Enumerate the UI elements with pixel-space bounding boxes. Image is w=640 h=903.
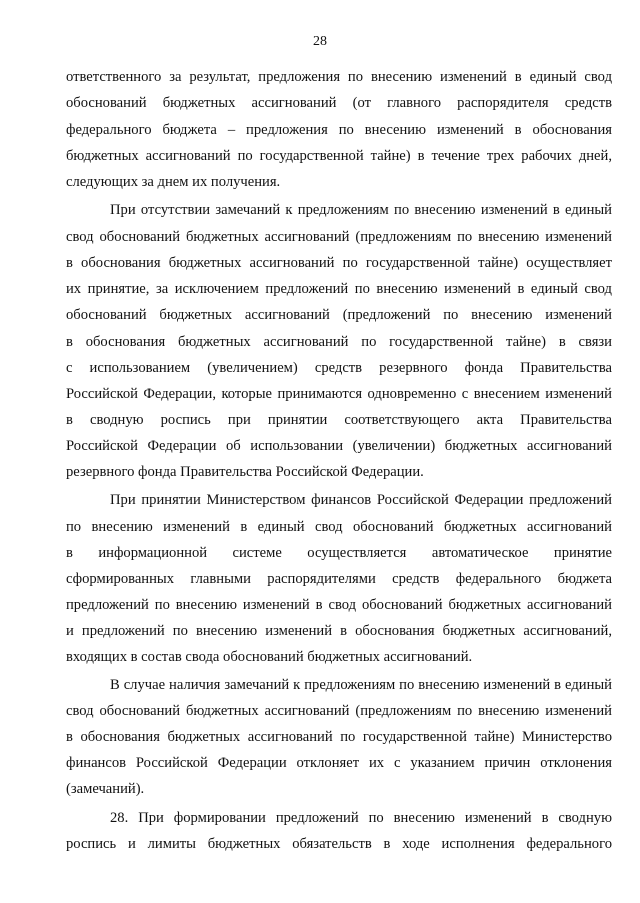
text-line: в обоснования бюджетных ассигнований по государственной тайне) в связи [66,334,612,350]
text-line: При принятии Министерством финансов Российской Федерации предложений [110,492,612,508]
text-line: сформированных главными распорядителями средств федерального бюджета [66,571,612,587]
text-line: При отсутствии замечаний к предложениям по внесению изменений в единый [110,202,612,218]
text-line: в сводную роспись при принятии соответствующего акта Правительства [66,412,612,428]
text-line: 28. При формировании предложений по внесению изменений в сводную [110,810,612,826]
text-line: В случае наличия замечаний к предложениям по внесению изменений в единый [110,677,612,693]
text-line: в обоснования бюджетных ассигнований по государственной тайне) Министерство [66,729,612,745]
text-line: финансов Российской Федерации отклоняет их с указанием причин отклонения [66,755,612,771]
text-line: ответственного за результат, предложения по внесению изменений в единый свод [66,69,612,85]
text-line: роспись и лимиты бюджетных обязательств в ходе исполнения федерального [66,836,612,852]
text-line: резервного фонда Правительства Российской Федерации. [66,464,424,480]
text-line: федерального бюджета – предложения по внесению изменений в обоснования [66,122,612,138]
text-line: их принятие, за исключением предложений по внесению изменений в единый свод [66,281,612,297]
text-line: входящих в состав свода обоснований бюджетных ассигнований. [66,649,473,665]
text-line: (замечаний). [66,781,145,797]
text-line: в обоснования бюджетных ассигнований по государственной тайне) осуществляет [66,255,612,271]
text-line: и предложений по внесению изменений в обоснования бюджетных ассигнований, [66,623,612,639]
text-line: по внесению изменений в единый свод обоснований бюджетных ассигнований [66,519,612,535]
page-number: 28 [313,34,327,49]
text-line: Российской Федерации, которые принимаются одновременно с внесением изменений [66,386,612,402]
text-line: свод обоснований бюджетных ассигнований (предложениям по внесению изменений [66,229,612,245]
text-line: Российской Федерации об использовании (увеличении) бюджетных ассигнований [66,438,612,454]
text-line: свод обоснований бюджетных ассигнований (предложениям по внесению изменений [66,703,612,719]
text-line: обоснований бюджетных ассигнований (от главного распорядителя средств [66,95,612,111]
text-line: предложений по внесению изменений в свод обоснований бюджетных ассигнований [66,597,612,613]
text-line: обоснований бюджетных ассигнований (предложений по внесению изменений [66,307,612,323]
text-line: в информационной системе осуществляется автоматическое принятие [66,545,612,561]
text-line: с использованием (увеличением) средств резервного фонда Правительства [66,360,612,376]
text-line: следующих за днем их получения. [66,174,281,190]
text-line: бюджетных ассигнований по государственной тайне) в течение трех рабочих дней, [66,148,612,164]
